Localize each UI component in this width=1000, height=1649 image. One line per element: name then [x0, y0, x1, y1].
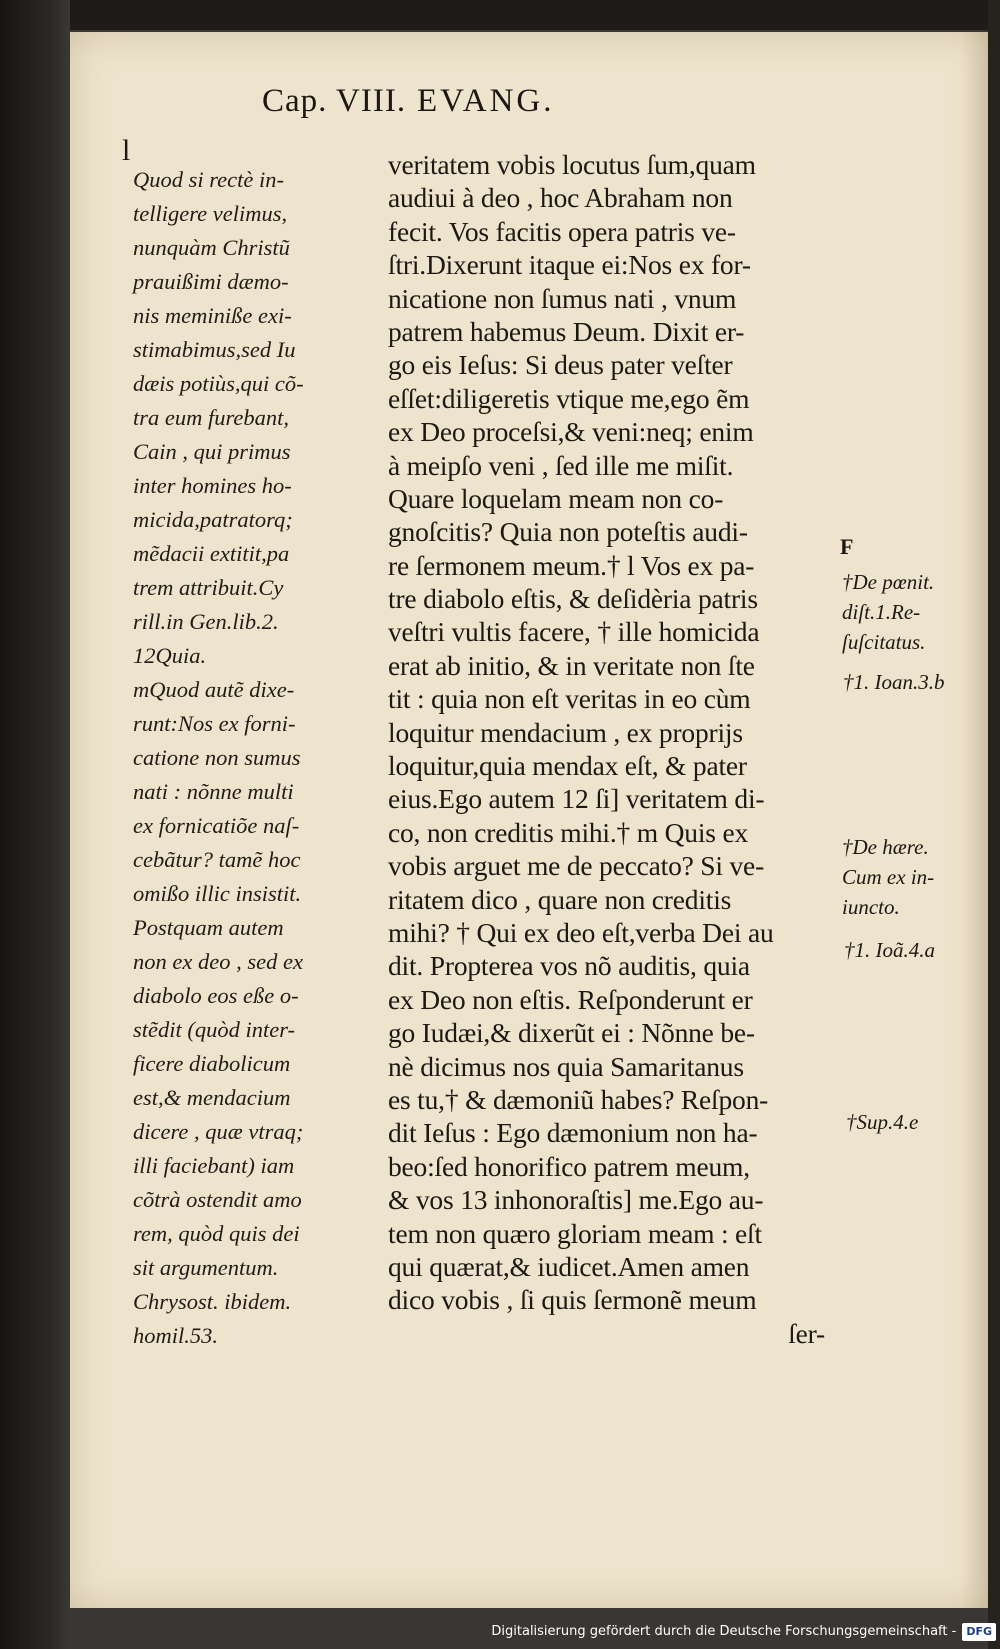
body-line: loquitur mendacium , ex proprijs — [388, 716, 743, 748]
gloss-line: catione non sumus — [133, 745, 301, 770]
gloss-line: stẽdit (quòd inter- — [133, 1017, 296, 1042]
gloss-line: rem, quòd quis dei — [133, 1221, 300, 1246]
running-head-book: EVANG. — [417, 83, 555, 119]
gloss-line: inter homines ho- — [133, 473, 292, 498]
gloss-line: nati : nõnne multi — [133, 779, 294, 804]
gloss-line: trem attribuit.Cy — [133, 575, 284, 600]
gloss-line: Cain , qui primus — [133, 439, 291, 464]
body-line: veſtri vultis facere, † ille homicida — [388, 616, 760, 648]
gloss-line: tra eum furebant, — [133, 405, 290, 430]
cross-reference-sup-4 — [846, 1107, 918, 1137]
body-line: nè dicimus nos quia Samaritanus — [388, 1050, 744, 1082]
gloss-line: rill.in Gen.lib.2. — [133, 609, 279, 634]
gloss-line: Quod si rectè in- — [133, 167, 285, 192]
body-line: tit : quia non eſt veritas in eo cùm — [388, 683, 751, 715]
body-line: dit Ieſus : Ego dæmonium non ha- — [388, 1117, 758, 1149]
body-line: go Iudæi,& dixerũt ei : Nõnne be- — [388, 1017, 755, 1049]
body-line: tem non quæro gloriam meam : eſt — [388, 1217, 762, 1249]
gloss-line: est,& mendacium — [133, 1085, 291, 1110]
gloss-line: stimabimus,sed Iu — [133, 337, 296, 362]
cross-reference-line: †1. Ioã.4.a — [844, 938, 935, 962]
body-line: co, non creditis mihi.† m Quis ex — [388, 816, 749, 848]
cross-reference-line: †1. Ioan.3.b — [843, 670, 945, 694]
gloss-line: illi faciebant) iam — [133, 1153, 295, 1178]
scan-background-right — [988, 0, 1000, 1649]
gloss-line: homil.53. — [133, 1323, 219, 1348]
main-text-column — [388, 148, 833, 1378]
gloss-line: ficere diabolicum — [133, 1051, 291, 1076]
gloss-line: Postquam autem — [133, 915, 284, 940]
body-line: ex Deo non eſtis. Reſponderunt er — [388, 983, 753, 1015]
gloss-line: diabolo eos eße o- — [133, 983, 299, 1008]
gloss-line: telligere velimus, — [133, 201, 288, 226]
gloss-initial-mark: l — [122, 134, 131, 167]
cross-reference-line: Cum ex in- — [842, 865, 935, 889]
gloss-line: dicere , quæ vtraq; — [133, 1119, 304, 1144]
cross-reference-line: ſuſcitatus. — [842, 630, 926, 654]
body-line: eius.Ego autem 12 ſi] veritatem di- — [388, 783, 765, 815]
gloss-line: prauißimi dæmo- — [133, 269, 289, 294]
cross-reference-ioan-4 — [844, 935, 935, 965]
body-line: audiui à deo , hoc Abraham non — [388, 182, 733, 214]
body-line: tre diabolo eſtis, & deſidèria patris — [388, 583, 758, 615]
dfg-logo: DFG — [962, 1623, 996, 1641]
body-line: vobis arguet me de peccato? Si ve- — [388, 850, 765, 882]
body-line: veritatem vobis locutus ſum,quam — [388, 149, 756, 180]
gloss-line: 12Quia. — [133, 643, 207, 668]
cross-reference-de-poenit — [842, 567, 934, 657]
marginal-gloss — [133, 163, 413, 1393]
gloss-line: nunquàm Christũ — [133, 235, 290, 260]
body-line: eſſet:diligeretis vtique me,ego ẽm — [388, 382, 750, 414]
body-line: ex Deo proceſsi,& veni:neq; enim — [388, 416, 754, 448]
cross-reference-line: diſt.1.Re- — [842, 600, 921, 624]
body-line: loquitur,quia mendax eſt, & pater — [388, 750, 747, 782]
gloss-line: sit argumentum. — [133, 1255, 279, 1280]
body-line: es tu,† & dæmoniũ habes? Reſpon- — [388, 1083, 769, 1115]
gloss-line: micida,patratorq; — [133, 507, 293, 532]
digitization-credit — [491, 1619, 996, 1645]
cross-reference-line: †Sup.4.e — [846, 1110, 919, 1134]
cross-reference-ioan-3 — [843, 667, 945, 697]
page-gutter-shadow — [962, 32, 988, 1608]
cross-reference-line: iuncto. — [842, 895, 900, 919]
body-line: gnoſcitis? Quia non poteſtis audi- — [388, 516, 748, 548]
body-line: à meipſo veni , ſed ille me miſit. — [388, 449, 734, 481]
catchword: ſer- — [788, 1317, 825, 1349]
body-line: Quare loquelam meam non co- — [388, 482, 724, 514]
signature-letter: F — [840, 534, 854, 559]
body-line: & vos 13 inhonoraſtis] me.Ego au- — [388, 1184, 764, 1216]
body-line: patrem habemus Deum. Dixit er- — [388, 315, 745, 347]
body-line: ſtri.Dixerunt itaque ei:Nos ex for- — [388, 249, 751, 281]
gloss-line: mQuod autẽ dixe- — [133, 677, 295, 702]
body-line: re ſermonem meum.† l Vos ex pa- — [388, 549, 755, 581]
gloss-line: nis meminiße exi- — [133, 303, 292, 328]
running-head-chapter: Cap. VIII. — [262, 83, 407, 119]
body-line: mihi? † Qui ex deo eſt,verba Dei au — [388, 916, 774, 948]
gloss-line: dæis potiùs,qui cõ- — [133, 371, 304, 396]
body-line: dico vobis , ſi quis ſermonẽ meum — [388, 1284, 757, 1316]
scan-background-left — [0, 0, 70, 1649]
gloss-line: mẽdacii extitit,pa — [133, 541, 290, 566]
cross-reference-line: †De pœnit. — [842, 570, 935, 594]
body-line: nicatione non ſumus nati , vnum — [388, 282, 737, 314]
body-line: dit. Propterea vos nõ auditis, quia — [388, 950, 750, 982]
scan-background-top — [0, 0, 1000, 30]
gloss-line: ex fornicatiõe naſ- — [133, 813, 300, 838]
gloss-line: omißo illic insistit. — [133, 881, 302, 906]
body-line: ritatem dico , quare non creditis — [388, 883, 732, 915]
gloss-line: cõtrà ostendit amo — [133, 1187, 302, 1212]
body-line: erat ab initio, & in veritate non ſte — [388, 649, 755, 681]
gloss-line: cebãtur? tamẽ hoc — [133, 847, 301, 872]
body-line: go eis Ieſus: Si deus pater veſter — [388, 349, 733, 381]
cross-reference-de-haere — [842, 832, 934, 922]
body-line: qui quærat,& iudicet.Amen amen — [388, 1250, 750, 1282]
gloss-line: runt:Nos ex forni- — [133, 711, 296, 736]
cross-reference-line: †De hære. — [842, 835, 929, 859]
digitization-credit-text: Digitalisierung gefördert durch die Deutsche Forschungsgemeinschaft - — [491, 1624, 957, 1639]
body-line: beo:ſed honorifico patrem meum, — [388, 1150, 750, 1182]
gloss-line: non ex deo , sed ex — [133, 949, 303, 974]
gloss-line: Chrysost. ibidem. — [133, 1289, 292, 1314]
body-line: fecit. Vos facitis opera patris ve- — [388, 215, 736, 247]
running-head — [262, 83, 742, 127]
